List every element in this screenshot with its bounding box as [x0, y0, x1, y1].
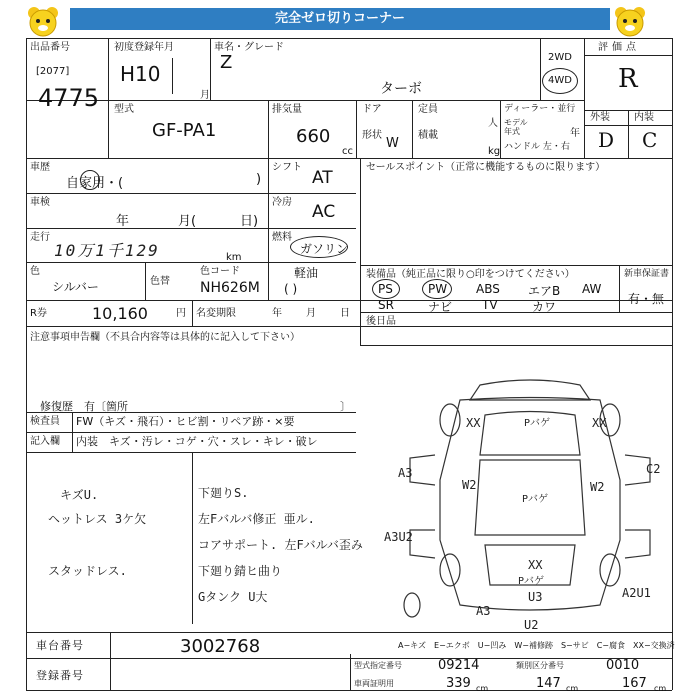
interior-label: 内装 — [634, 112, 654, 123]
height-unit: cm — [654, 684, 667, 693]
color-label: 色 — [30, 266, 40, 277]
equipment-label: 装備品（純正品に限り○印をつけてください） — [366, 269, 575, 280]
check-row1: FW（キズ・飛石）・ヒビ割・リペア跡・×要 — [76, 415, 295, 428]
length-value: 339 — [446, 676, 471, 691]
width-value: 147 — [536, 676, 561, 691]
model-value: GF-PA1 — [152, 120, 217, 141]
history-text: 自家用・( — [66, 176, 124, 191]
dealer-label: ディーラー・並行 — [504, 104, 576, 114]
shape-value: W — [386, 136, 399, 151]
model-year-label: モデル 年式 — [504, 118, 528, 136]
name-change-year: 年 — [272, 308, 282, 319]
recycle-unit: 円 — [176, 308, 186, 319]
equipment-leather: カワ — [532, 300, 557, 314]
check-row2-label: 記入欄 — [30, 436, 60, 447]
mileage-value: 10万1千129 — [54, 241, 160, 260]
color-code: NH626M — [200, 280, 260, 296]
name-change-label: 名変期限 — [196, 308, 236, 319]
guarantee-label: 新車保証書 — [624, 269, 670, 279]
equipment-airbag: エアB — [528, 284, 561, 298]
equipment-tv: TV — [482, 298, 498, 312]
class-spec-label: 類別区分番号 — [516, 661, 564, 670]
chassis-number: 3002768 — [180, 636, 261, 657]
lot-small-number: [2077] — [36, 66, 70, 77]
check-row1-label: 検査員 — [30, 416, 60, 427]
repair-history: 修復歴 有〔箇所 — [40, 400, 128, 413]
equipment-sr: SR — [378, 298, 394, 312]
diagram-mark-12: U3 — [528, 590, 543, 604]
equipment-abs: ABS — [476, 282, 500, 296]
diagram-mark-6: C2 — [646, 462, 661, 476]
fuel-gasoline: ガソリン — [300, 242, 349, 256]
aircon-label: 冷房 — [272, 197, 292, 208]
shift-label: シフト — [272, 162, 302, 173]
note-left-1: キズU. — [60, 488, 99, 502]
color-value: シルバー — [52, 280, 99, 294]
diagram-mark-5: W2 — [462, 478, 477, 492]
diagram-mark-3: XX — [592, 416, 607, 430]
length-label: 車両証明用 — [354, 679, 394, 688]
note-right-4: 下廻り錆ヒ曲り — [198, 564, 283, 578]
class-spec-value: 0010 — [606, 658, 640, 673]
diagram-mark-11: Pバゲ — [518, 576, 545, 587]
drive-4wd: 4WD — [548, 75, 572, 86]
load-label: 積載 — [418, 130, 438, 141]
sales-point-label: セールスポイント（正常に機能するものに限ります） — [366, 162, 606, 173]
name-change-month: 月 — [306, 308, 316, 319]
registration-label: 初度登録年月 — [114, 42, 174, 53]
inspection-month: 月( — [178, 214, 197, 229]
register-label: 登録番号 — [36, 669, 84, 682]
capacity-unit: 人 — [488, 118, 498, 129]
year-unit: 年 — [570, 128, 580, 139]
evaluation-label: 評価点 — [598, 42, 640, 53]
history-close: ) — [256, 172, 262, 187]
recycle-label: R券 — [30, 308, 47, 319]
fuel-diesel: 軽油 — [294, 266, 319, 280]
mileage-unit: km — [226, 252, 242, 263]
doors-label: ドア — [362, 104, 382, 115]
equipment-ps: PS — [378, 282, 393, 296]
car-grade: ターボ — [380, 81, 422, 97]
color-code-label: 色コード — [200, 266, 240, 277]
type-spec-label: 型式指定番号 — [354, 661, 402, 670]
mileage-label: 走行 — [30, 232, 50, 243]
diagram-mark-14: U2 — [524, 618, 539, 632]
type-spec-value: 09214 — [438, 658, 480, 673]
aircon-value: AC — [312, 202, 336, 222]
damage-legend: A−キズ E−エクボ U−凹み W−補修跡 S−サビ C−腐食 XX−交換済 — [398, 641, 675, 650]
inspection-year: 年 — [116, 214, 130, 229]
evaluation-score: R — [618, 64, 638, 94]
guarantee-value: 有・無 — [628, 292, 665, 306]
diagram-mark-4: A3 — [398, 466, 413, 480]
registration-month-suffix: 月 — [200, 90, 210, 101]
name-change-day: 日 — [340, 308, 350, 319]
note-right-3: コアサポート. 左Fバルバ歪み — [198, 538, 363, 552]
note-right-2: 左Fバルバ修正 亜ル. — [198, 512, 315, 526]
shift-value: AT — [312, 168, 333, 188]
registration-era: H10 — [120, 62, 161, 86]
handle-label: ハンドル 左・右 — [504, 142, 570, 152]
displacement-value: 660 — [296, 126, 331, 147]
diagram-mark-8: Pバゲ — [522, 494, 549, 505]
repair-history-close: 〕 — [340, 400, 351, 413]
recycle-value: 10,160 — [92, 304, 148, 323]
history-label: 車歴 — [30, 162, 50, 173]
after-items-label: 後日品 — [366, 316, 396, 327]
car-name-label: 車名・グレード — [214, 42, 284, 53]
note-left-2: ヘットレス 3ケ欠 — [48, 512, 147, 526]
note-right-1: 下廻りS. — [198, 486, 249, 500]
diagram-mark-15: A2U1 — [622, 586, 651, 600]
diagram-mark-13: A3 — [476, 604, 491, 618]
notes-label: 注意事項申告欄（不具合内容等は具体的に記入して下さい） — [30, 332, 300, 343]
capacity-label: 定員 — [418, 104, 438, 115]
equipment-pw: PW — [428, 282, 448, 296]
fuel-label: 燃料 — [272, 232, 292, 243]
load-unit: kg — [488, 146, 501, 157]
inspection-label: 車検 — [30, 197, 50, 208]
equipment-aw: AW — [582, 282, 602, 296]
model-label: 型式 — [114, 104, 134, 115]
diagram-mark-9: A3U2 — [384, 530, 413, 544]
equipment-navi: ナビ — [428, 300, 453, 314]
diagram-mark-2: Pバゲ — [524, 418, 551, 429]
note-right-5: Gタンク U大 — [198, 590, 268, 604]
diagram-mark-10: XX — [528, 558, 543, 572]
color-change-label: 色替 — [150, 276, 170, 287]
displacement-unit: cc — [342, 146, 353, 157]
shape-label: 形状 — [362, 130, 382, 141]
diagram-mark-7: W2 — [590, 480, 605, 494]
page-header: 完全ゼロ切りコーナー — [70, 8, 610, 30]
chassis-label: 車台番号 — [36, 639, 84, 652]
exterior-label: 外装 — [590, 112, 610, 123]
bear-mascot-right-icon — [612, 4, 648, 40]
exterior-score: D — [598, 128, 615, 152]
diagram-mark-1: XX — [466, 416, 481, 430]
displacement-label: 排気量 — [272, 104, 302, 115]
height-value: 167 — [622, 676, 647, 691]
car-name: Z — [220, 52, 233, 73]
check-row2: 内装 キズ・汚レ・コゲ・穴・スレ・キレ・破レ — [76, 435, 318, 448]
lot-number: 4775 — [38, 84, 100, 112]
note-left-3: スタッドレス. — [48, 564, 127, 578]
lot-number-label: 出品番号 — [30, 42, 70, 53]
width-unit: cm — [566, 684, 579, 693]
fuel-other: ( ) — [284, 282, 298, 296]
length-unit: cm — [476, 684, 489, 693]
drive-2wd: 2WD — [548, 52, 572, 63]
inspection-day: 日) — [240, 214, 259, 229]
interior-score: C — [642, 128, 658, 152]
bear-mascot-left-icon — [25, 4, 61, 40]
